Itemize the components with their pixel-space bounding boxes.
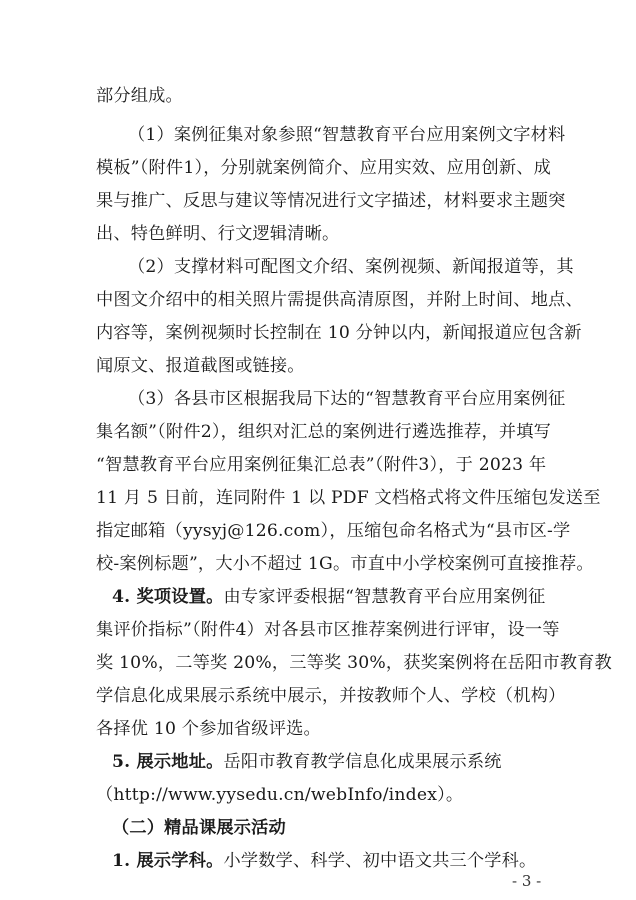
paragraph-line: 集评价指标”（附件4）对各县市区推荐案例进行评审，设一等 xyxy=(96,620,560,640)
paragraph-line: 奖 10%，二等奖 20%，三等奖 30%，获奖案例将在岳阳市教育教 xyxy=(96,653,612,673)
paragraph-line: 果与推广、反思与建议等情况进行文字描述，材料要求主题突 xyxy=(96,191,566,211)
page-number: - 3 - xyxy=(512,872,542,890)
venue-heading: 5. 展示地址。 xyxy=(112,752,224,772)
venue-text: 岳阳市教育教学信息化成果展示系统 xyxy=(223,752,502,772)
paragraph-line: 各择优 10 个参加省级评选。 xyxy=(96,719,321,739)
url-line: （http://www.yysedu.cn/webInfo/index）。 xyxy=(96,785,464,805)
award-heading: 4. 奖项设置。 xyxy=(112,587,224,607)
paragraph-line: 校-案例标题”，大小不超过 1G。市直中小学校案例可直接推荐。 xyxy=(96,554,594,574)
subject-heading: 1. 展示学科。 xyxy=(112,851,224,871)
paragraph-line: 集名额”（附件2），组织对汇总的案例进行遴选推荐，并填写 xyxy=(96,422,551,442)
paragraph-line: （1）案例征集对象参照“智慧教育平台应用案例文字材料 xyxy=(128,125,566,145)
subject-text: 小学数学、科学、初中语文共三个学科。 xyxy=(223,851,537,871)
paragraph-line: （2）支撑材料可配图文介绍、案例视频、新闻报道等，其 xyxy=(128,257,574,277)
paragraph-line: 11 月 5 日前，连同附件 1 以 PDF 文档格式将文件压缩包发送至 xyxy=(96,488,601,508)
paragraph-line: “智慧教育平台应用案例征集汇总表”（附件3），于 2023 年 xyxy=(96,455,547,475)
venue-paragraph-line xyxy=(112,750,502,774)
paragraph-line: 部分组成。 xyxy=(96,86,183,106)
paragraph-line: 内容等，案例视频时长控制在 10 分钟以内，新闻报道应包含新 xyxy=(96,323,582,343)
paragraph-line: 中图文介绍中的相关照片需提供高清原图，并附上时间、地点、 xyxy=(96,290,583,310)
subject-paragraph-line xyxy=(112,849,536,873)
paragraph-line: 模板”（附件1），分别就案例简介、应用实效、应用创新、成 xyxy=(96,158,551,178)
paragraph-line: 指定邮箱（yysyj@126.com），压缩包命名格式为“县市区-学 xyxy=(96,521,571,541)
paragraph-line: 出、特色鲜明、行文逻辑清晰。 xyxy=(96,224,340,244)
paragraph-line: 学信息化成果展示系统中展示，并按教师个人、学校（机构） xyxy=(96,686,566,706)
award-paragraph-line xyxy=(112,585,545,609)
paragraph-line: （3）各县市区根据我局下达的“智慧教育平台应用案例征 xyxy=(128,389,566,409)
award-text: 由专家评委根据“智慧教育平台应用案例征 xyxy=(223,587,546,607)
paragraph-line: 闻原文、报道截图或链接。 xyxy=(96,356,305,376)
section-heading: （二）精品课展示活动 xyxy=(112,818,286,838)
